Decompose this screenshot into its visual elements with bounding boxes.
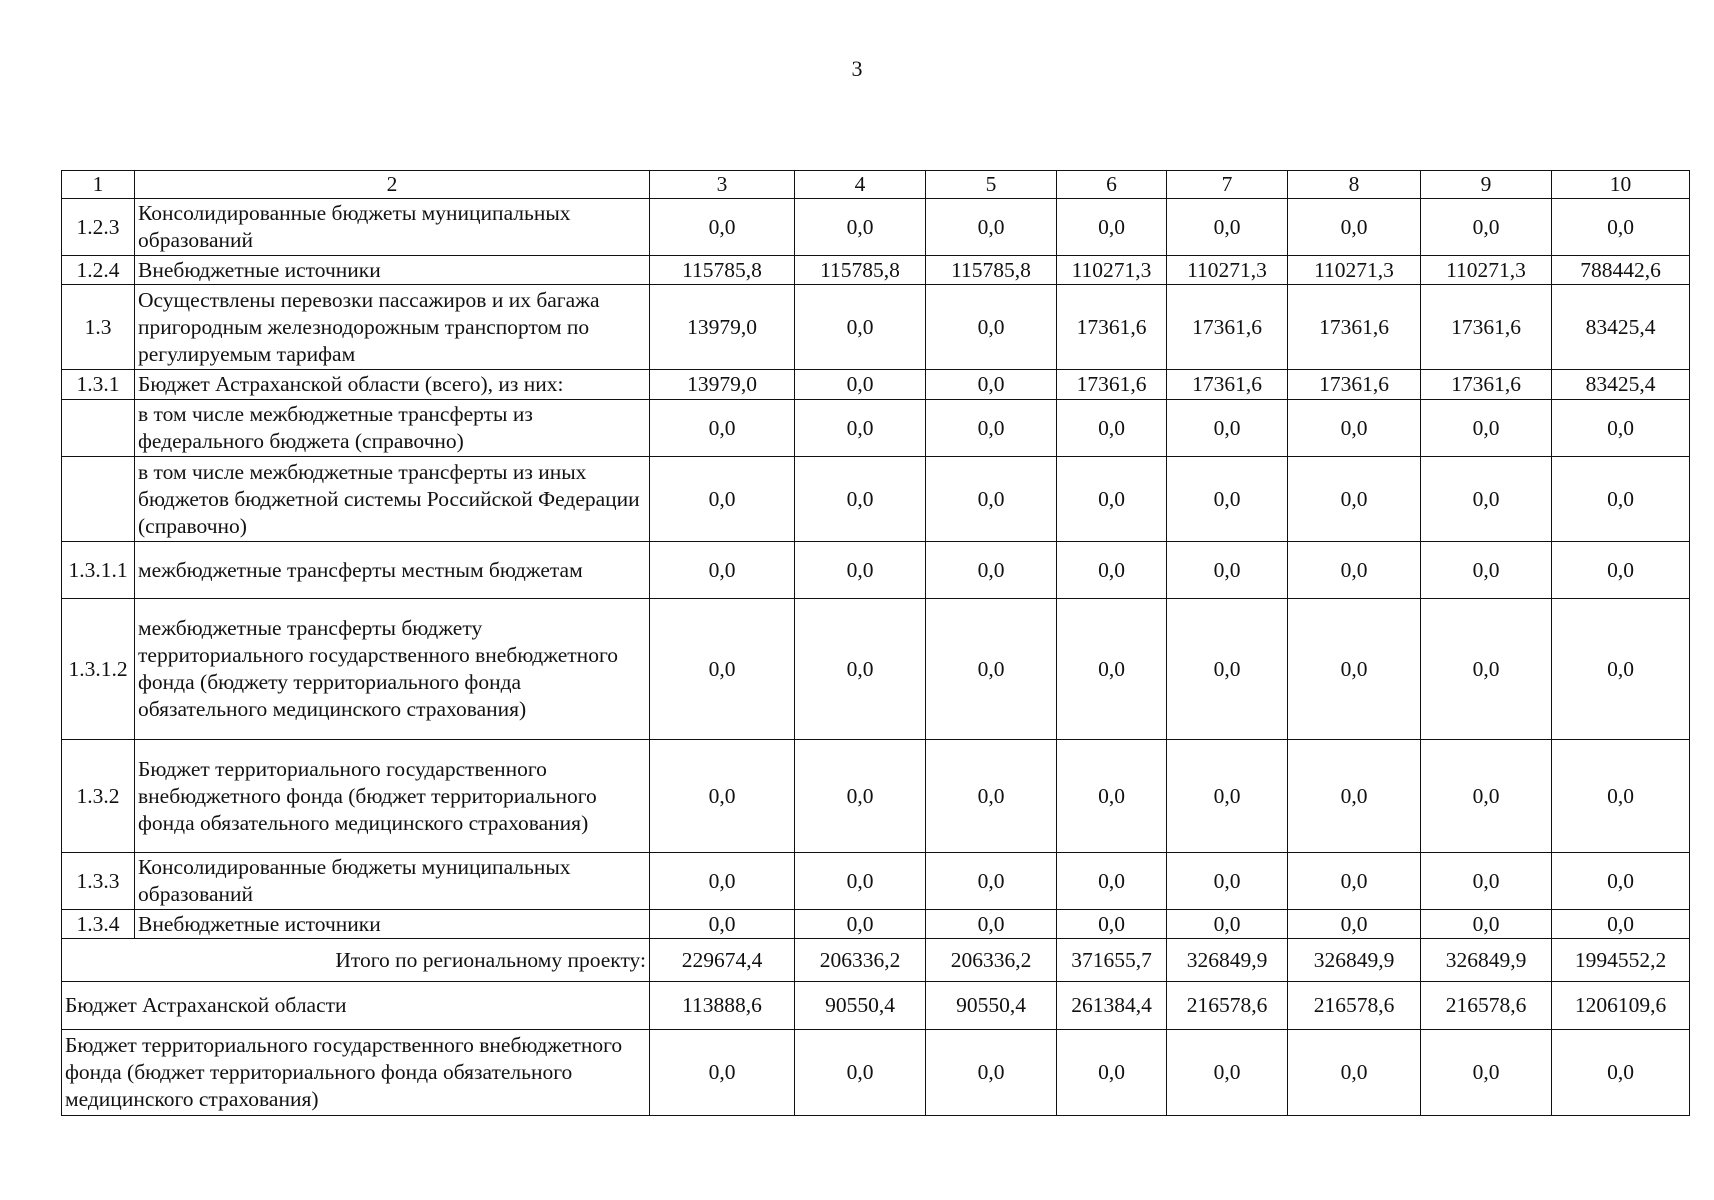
value-cell: 0,0	[1057, 599, 1167, 740]
value-cell: 115785,8	[926, 256, 1057, 285]
value-cell: 0,0	[1421, 740, 1552, 853]
value-cell: 0,0	[795, 542, 926, 599]
value-cell: 0,0	[650, 400, 795, 457]
value-cell: 0,0	[650, 740, 795, 853]
header-row	[62, 171, 1690, 199]
value-cell: 0,0	[1552, 199, 1690, 256]
value-cell: 0,0	[1288, 910, 1421, 939]
value-cell: 0,0	[650, 457, 795, 542]
value-cell: 0,0	[795, 285, 926, 370]
row-name: межбюджетные трансферты бюджету территориального государственного внебюджетного фонда (бюджету территориального фонда обязательного медицинского страхования)	[135, 599, 650, 740]
table-row	[62, 599, 1690, 740]
row-name: Консолидированные бюджеты муниципальных образований	[135, 199, 650, 256]
table-row	[62, 285, 1690, 370]
page-number: 3	[851, 56, 863, 81]
value-cell: 0,0	[1057, 853, 1167, 910]
value-cell: 0,0	[1167, 599, 1288, 740]
summary-value-cell: 216578,6	[1167, 982, 1288, 1030]
value-cell: 13979,0	[650, 370, 795, 400]
header-cell: 4	[795, 171, 926, 199]
row-name: в том числе межбюджетные трансферты из федерального бюджета (справочно)	[135, 400, 650, 457]
value-cell: 0,0	[1552, 740, 1690, 853]
value-cell: 0,0	[926, 285, 1057, 370]
value-cell: 0,0	[1421, 910, 1552, 939]
value-cell: 17361,6	[1421, 370, 1552, 400]
summary-value-cell: 113888,6	[650, 982, 795, 1030]
value-cell: 17361,6	[1288, 370, 1421, 400]
row-name: межбюджетные трансферты местным бюджетам	[135, 542, 650, 599]
value-cell: 17361,6	[1057, 285, 1167, 370]
value-cell: 0,0	[795, 199, 926, 256]
value-cell: 0,0	[795, 910, 926, 939]
value-cell: 0,0	[1288, 599, 1421, 740]
summary-value-cell: 216578,6	[1288, 982, 1421, 1030]
total-value-cell: 326849,9	[1167, 939, 1288, 982]
value-cell: 0,0	[1552, 910, 1690, 939]
total-label: Итого по региональному проекту:	[62, 939, 650, 982]
value-cell: 788442,6	[1552, 256, 1690, 285]
value-cell: 0,0	[650, 853, 795, 910]
value-cell: 0,0	[1421, 400, 1552, 457]
summary-label: Бюджет территориального государственного внебюджетного фонда (бюджет территориального фонда обязательного медицинского страхования)	[62, 1030, 650, 1116]
value-cell: 0,0	[1288, 542, 1421, 599]
header-cell: 5	[926, 171, 1057, 199]
summary-row	[62, 1030, 1690, 1116]
value-cell: 0,0	[1288, 457, 1421, 542]
row-code: 1.3.3	[62, 853, 135, 910]
value-cell: 0,0	[926, 740, 1057, 853]
total-value-cell: 371655,7	[1057, 939, 1167, 982]
summary-value-cell: 0,0	[1057, 1030, 1167, 1116]
total-value-cell: 326849,9	[1421, 939, 1552, 982]
summary-value-cell: 0,0	[1421, 1030, 1552, 1116]
table-row	[62, 542, 1690, 599]
row-code: 1.3.1.2	[62, 599, 135, 740]
budget-table-body	[62, 171, 1690, 1116]
value-cell: 0,0	[1167, 400, 1288, 457]
row-name: Бюджет территориального государственного внебюджетного фонда (бюджет территориального фонда обязательного медицинского страхования)	[135, 740, 650, 853]
value-cell: 0,0	[650, 910, 795, 939]
value-cell: 0,0	[1057, 910, 1167, 939]
header-cell: 8	[1288, 171, 1421, 199]
value-cell: 0,0	[1288, 199, 1421, 256]
row-code: 1.3	[62, 285, 135, 370]
value-cell: 115785,8	[650, 256, 795, 285]
value-cell: 0,0	[795, 400, 926, 457]
row-name: в том числе межбюджетные трансферты из иных бюджетов бюджетной системы Российской Федерации (справочно)	[135, 457, 650, 542]
value-cell: 0,0	[1167, 853, 1288, 910]
value-cell: 0,0	[1421, 599, 1552, 740]
row-code: 1.3.2	[62, 740, 135, 853]
value-cell: 0,0	[1552, 599, 1690, 740]
value-cell: 0,0	[1552, 853, 1690, 910]
header-cell: 2	[135, 171, 650, 199]
value-cell: 0,0	[1421, 199, 1552, 256]
value-cell: 0,0	[926, 370, 1057, 400]
summary-value-cell: 0,0	[926, 1030, 1057, 1116]
value-cell: 0,0	[1167, 457, 1288, 542]
value-cell: 110271,3	[1288, 256, 1421, 285]
value-cell: 17361,6	[1167, 370, 1288, 400]
summary-value-cell: 90550,4	[926, 982, 1057, 1030]
summary-value-cell: 216578,6	[1421, 982, 1552, 1030]
value-cell: 0,0	[650, 199, 795, 256]
header-cell: 10	[1552, 171, 1690, 199]
value-cell: 0,0	[1288, 740, 1421, 853]
value-cell: 17361,6	[1288, 285, 1421, 370]
value-cell: 0,0	[1421, 457, 1552, 542]
value-cell: 0,0	[1552, 542, 1690, 599]
budget-table	[61, 170, 1690, 1116]
value-cell: 0,0	[795, 740, 926, 853]
table-row	[62, 910, 1690, 939]
row-code: 1.3.1	[62, 370, 135, 400]
table-row	[62, 370, 1690, 400]
row-code	[62, 457, 135, 542]
value-cell: 0,0	[1167, 542, 1288, 599]
total-value-cell: 229674,4	[650, 939, 795, 982]
summary-value-cell: 0,0	[1552, 1030, 1690, 1116]
value-cell: 0,0	[1288, 400, 1421, 457]
row-name: Внебюджетные источники	[135, 256, 650, 285]
value-cell: 110271,3	[1421, 256, 1552, 285]
row-name: Внебюджетные источники	[135, 910, 650, 939]
header-cell: 6	[1057, 171, 1167, 199]
table-row	[62, 256, 1690, 285]
row-name: Осуществлены перевозки пассажиров и их багажа пригородным железнодорожным транспортом по регулируемым тарифам	[135, 285, 650, 370]
value-cell: 0,0	[795, 457, 926, 542]
table-row	[62, 853, 1690, 910]
row-code	[62, 400, 135, 457]
value-cell: 17361,6	[1057, 370, 1167, 400]
value-cell: 0,0	[1057, 199, 1167, 256]
summary-value-cell: 0,0	[1167, 1030, 1288, 1116]
value-cell: 0,0	[1167, 910, 1288, 939]
row-code: 1.2.4	[62, 256, 135, 285]
total-row	[62, 939, 1690, 982]
total-value-cell: 206336,2	[926, 939, 1057, 982]
summary-value-cell: 1206109,6	[1552, 982, 1690, 1030]
value-cell: 110271,3	[1057, 256, 1167, 285]
table-row	[62, 457, 1690, 542]
row-name: Бюджет Астраханской области (всего), из них:	[135, 370, 650, 400]
summary-value-cell: 90550,4	[795, 982, 926, 1030]
summary-row	[62, 982, 1690, 1030]
value-cell: 0,0	[926, 199, 1057, 256]
summary-label: Бюджет Астраханской области	[62, 982, 650, 1030]
row-code: 1.3.4	[62, 910, 135, 939]
value-cell: 0,0	[926, 599, 1057, 740]
value-cell: 0,0	[926, 542, 1057, 599]
value-cell: 83425,4	[1552, 370, 1690, 400]
value-cell: 0,0	[1552, 400, 1690, 457]
header-cell: 7	[1167, 171, 1288, 199]
row-name: Консолидированные бюджеты муниципальных образований	[135, 853, 650, 910]
row-code: 1.3.1.1	[62, 542, 135, 599]
header-cell: 1	[62, 171, 135, 199]
value-cell: 0,0	[1288, 853, 1421, 910]
value-cell: 0,0	[1421, 542, 1552, 599]
table-row	[62, 199, 1690, 256]
value-cell: 0,0	[1552, 457, 1690, 542]
value-cell: 0,0	[1167, 199, 1288, 256]
value-cell: 0,0	[795, 853, 926, 910]
value-cell: 0,0	[650, 599, 795, 740]
value-cell: 0,0	[1057, 542, 1167, 599]
summary-value-cell: 0,0	[650, 1030, 795, 1116]
value-cell: 17361,6	[1167, 285, 1288, 370]
table-row	[62, 740, 1690, 853]
value-cell: 0,0	[926, 400, 1057, 457]
header-cell: 9	[1421, 171, 1552, 199]
header-cell: 3	[650, 171, 795, 199]
value-cell: 110271,3	[1167, 256, 1288, 285]
value-cell: 0,0	[1057, 740, 1167, 853]
value-cell: 83425,4	[1552, 285, 1690, 370]
value-cell: 0,0	[1057, 400, 1167, 457]
total-value-cell: 326849,9	[1288, 939, 1421, 982]
value-cell: 0,0	[650, 542, 795, 599]
value-cell: 0,0	[795, 370, 926, 400]
value-cell: 0,0	[926, 910, 1057, 939]
value-cell: 0,0	[1057, 457, 1167, 542]
value-cell: 13979,0	[650, 285, 795, 370]
total-value-cell: 1994552,2	[1552, 939, 1690, 982]
value-cell: 0,0	[1167, 740, 1288, 853]
value-cell: 17361,6	[1421, 285, 1552, 370]
value-cell: 0,0	[795, 599, 926, 740]
value-cell: 115785,8	[795, 256, 926, 285]
value-cell: 0,0	[926, 853, 1057, 910]
table-row	[62, 400, 1690, 457]
value-cell: 0,0	[1421, 853, 1552, 910]
value-cell: 0,0	[926, 457, 1057, 542]
summary-value-cell: 0,0	[1288, 1030, 1421, 1116]
summary-value-cell: 261384,4	[1057, 982, 1167, 1030]
total-value-cell: 206336,2	[795, 939, 926, 982]
summary-value-cell: 0,0	[795, 1030, 926, 1116]
row-code: 1.2.3	[62, 199, 135, 256]
